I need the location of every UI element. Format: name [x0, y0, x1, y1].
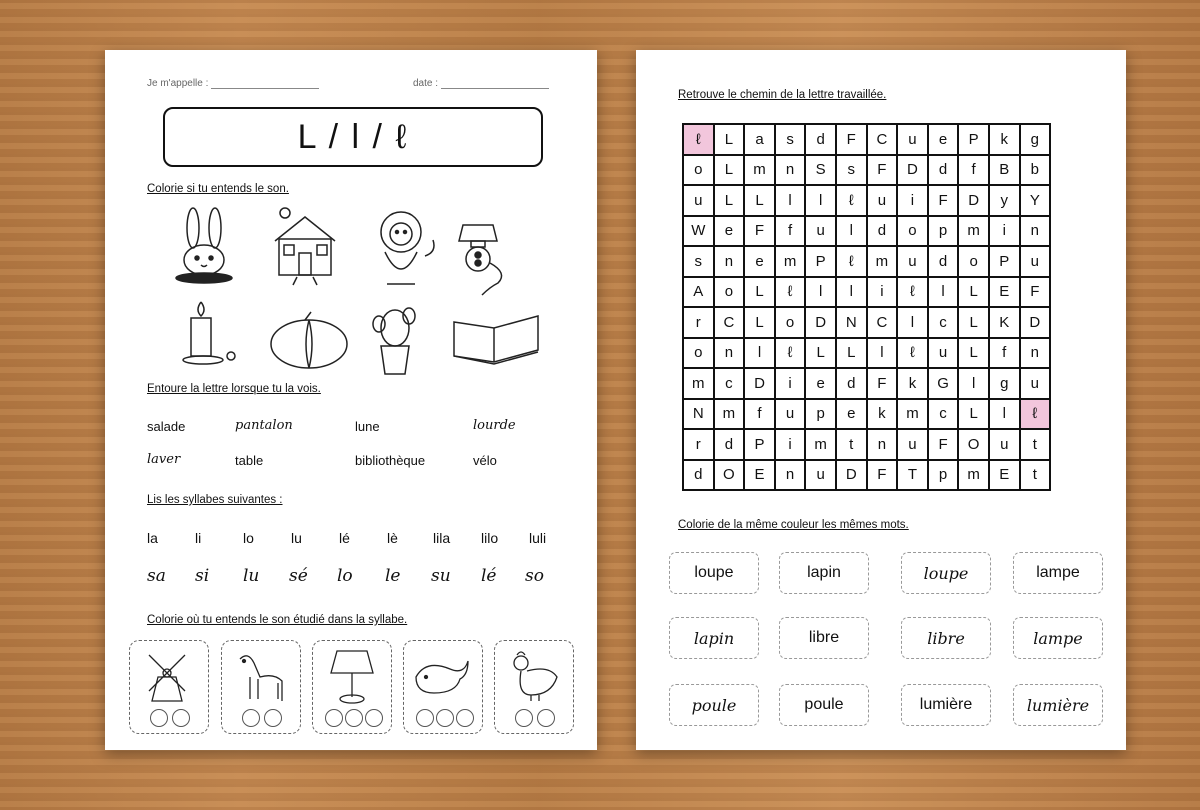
date-label: date :	[413, 78, 439, 89]
syllable-cursive: sé	[289, 566, 308, 586]
grid-cell[interactable]: ℓ	[775, 277, 806, 308]
syllable-print: lila	[433, 530, 451, 546]
grid-cell[interactable]: l	[805, 185, 836, 216]
lamp-icon	[325, 647, 381, 705]
grid-cell[interactable]: d	[683, 460, 714, 491]
grid-cell[interactable]: p	[805, 399, 836, 430]
syllable-cursive: lo	[337, 566, 353, 586]
grid-cell[interactable]: K	[989, 307, 1020, 338]
grid-cell[interactable]: u	[897, 246, 928, 277]
syllable-circle[interactable]	[150, 709, 168, 727]
grid-cell[interactable]: o	[958, 246, 989, 277]
word-bibliotheque: bibliothèque	[355, 453, 426, 468]
grid-cell[interactable]: l	[775, 185, 806, 216]
grid-cell[interactable]: ℓ	[897, 338, 928, 369]
grid-cell[interactable]: F	[867, 155, 898, 186]
grid-cell[interactable]: i	[775, 429, 806, 460]
book-icon	[450, 310, 530, 385]
grid-cell[interactable]: S	[805, 155, 836, 186]
word-table: table	[235, 453, 264, 468]
grid-cell[interactable]: t	[1020, 460, 1051, 491]
whale-icon	[410, 655, 474, 699]
grid-cell[interactable]: s	[836, 155, 867, 186]
grid-cell[interactable]: n	[775, 460, 806, 491]
syllable-picture-card	[403, 640, 483, 734]
grid-cell[interactable]: c	[714, 368, 745, 399]
grid-cell[interactable]: n	[714, 338, 745, 369]
word-pantalon: pantalon	[235, 418, 293, 433]
grid-cell[interactable]: C	[867, 124, 898, 155]
grid-cell[interactable]: B	[989, 155, 1020, 186]
grid-cell[interactable]: d	[867, 216, 898, 247]
rabbit-icon	[165, 208, 245, 283]
grid-cell[interactable]: k	[989, 124, 1020, 155]
grid-cell[interactable]: u	[897, 429, 928, 460]
horse-icon	[232, 649, 290, 703]
grid-cell[interactable]: F	[928, 185, 959, 216]
name-field	[147, 78, 319, 89]
grid-row	[683, 216, 1050, 247]
syllable-circle[interactable]	[416, 709, 434, 727]
section-retrouve-chemin: Retrouve le chemin de la lettre travaillée.	[678, 89, 887, 101]
grid-cell[interactable]: F	[867, 368, 898, 399]
grid-cell[interactable]: L	[836, 338, 867, 369]
section-entoure-lettre: Entoure la lettre lorsque tu la vois.	[147, 383, 321, 395]
grid-cell[interactable]: e	[928, 124, 959, 155]
grid-cell[interactable]: d	[928, 155, 959, 186]
grid-row	[683, 277, 1050, 308]
grid-cell[interactable]: F	[1020, 277, 1051, 308]
syllable-circle[interactable]	[436, 709, 454, 727]
grid-cell[interactable]: T	[897, 460, 928, 491]
grid-cell[interactable]: f	[958, 155, 989, 186]
date-field	[413, 78, 549, 89]
syllable-circle[interactable]	[537, 709, 555, 727]
syllable-print: luli	[529, 530, 547, 546]
grid-cell[interactable]: D	[958, 185, 989, 216]
grid-cell[interactable]: u	[989, 429, 1020, 460]
grid-cell[interactable]: a	[744, 124, 775, 155]
grid-row	[683, 155, 1050, 186]
cactus-icon	[367, 298, 447, 373]
grid-cell[interactable]: l	[836, 216, 867, 247]
grid-cell[interactable]: W	[683, 216, 714, 247]
grid-cell[interactable]: k	[897, 368, 928, 399]
grid-cell[interactable]: P	[989, 246, 1020, 277]
grid-cell[interactable]: l	[867, 338, 898, 369]
grid-cell[interactable]: L	[958, 307, 989, 338]
grid-cell[interactable]: ℓ	[683, 124, 714, 155]
section-colorie-syllabe: Colorie où tu entends le son étudié dans la syllabe.	[147, 614, 408, 626]
grid-row	[683, 307, 1050, 338]
word-box-lumiere-cursive[interactable]: lumière	[1013, 684, 1103, 726]
grid-cell[interactable]: d	[928, 246, 959, 277]
grid-cell[interactable]: L	[958, 338, 989, 369]
grid-cell[interactable]: u	[805, 216, 836, 247]
grid-cell[interactable]: m	[775, 246, 806, 277]
grid-cell[interactable]: O	[958, 429, 989, 460]
grid-cell[interactable]: l	[805, 277, 836, 308]
letter-path-grid	[682, 123, 1051, 491]
grid-cell[interactable]: L	[805, 338, 836, 369]
grid-cell[interactable]: A	[683, 277, 714, 308]
syllable-cursive: sa	[147, 566, 166, 586]
word-velo: vélo	[473, 453, 497, 468]
grid-cell[interactable]: F	[867, 460, 898, 491]
grid-cell[interactable]: d	[836, 368, 867, 399]
grid-cell[interactable]: L	[744, 185, 775, 216]
grid-cell[interactable]: ℓ	[836, 185, 867, 216]
grid-cell[interactable]: s	[683, 246, 714, 277]
grid-cell[interactable]: L	[958, 399, 989, 430]
grid-cell[interactable]: o	[775, 307, 806, 338]
syllable-cursive: so	[525, 566, 544, 586]
right-worksheet-page	[636, 50, 1126, 750]
grid-cell[interactable]: E	[744, 460, 775, 491]
grid-cell[interactable]: F	[744, 216, 775, 247]
word-box-lapin[interactable]: lapin	[779, 552, 869, 594]
word-box-poule-cursive[interactable]: poule	[669, 684, 759, 726]
grid-cell[interactable]: y	[989, 185, 1020, 216]
word-box-libre[interactable]: libre	[779, 617, 869, 659]
left-worksheet-page	[105, 50, 597, 750]
word-box-lumiere[interactable]: lumière	[901, 684, 991, 726]
word-box-poule[interactable]: poule	[779, 684, 869, 726]
grid-cell[interactable]: f	[744, 399, 775, 430]
grid-cell[interactable]: L	[744, 307, 775, 338]
grid-cell[interactable]: e	[744, 246, 775, 277]
syllable-picture-card	[129, 640, 209, 734]
syllable-picture-card	[221, 640, 301, 734]
grid-cell[interactable]: u	[1020, 368, 1051, 399]
grid-cell[interactable]: L	[714, 124, 745, 155]
grid-cell[interactable]: e	[714, 216, 745, 247]
grid-cell[interactable]: ℓ	[775, 338, 806, 369]
grid-cell[interactable]: m	[958, 460, 989, 491]
word-lourde: lourde	[473, 418, 516, 433]
grid-cell[interactable]: E	[989, 277, 1020, 308]
grid-row	[683, 368, 1050, 399]
syllable-cursive: si	[195, 566, 210, 586]
grid-cell[interactable]: s	[775, 124, 806, 155]
grid-cell[interactable]: g	[989, 368, 1020, 399]
grid-row	[683, 246, 1050, 277]
syllable-print: lilo	[481, 530, 499, 546]
grid-cell[interactable]: l	[989, 399, 1020, 430]
syllable-print: li	[195, 530, 202, 546]
grid-cell[interactable]: l	[744, 338, 775, 369]
grid-cell[interactable]: u	[867, 185, 898, 216]
syllable-print: lè	[387, 530, 398, 546]
grid-cell[interactable]: b	[1020, 155, 1051, 186]
word-box-lapin-cursive[interactable]: lapin	[669, 617, 759, 659]
syllable-circle[interactable]	[325, 709, 343, 727]
pumpkin-icon	[269, 312, 349, 387]
syllable-circle[interactable]	[264, 709, 282, 727]
grid-cell[interactable]: e	[836, 399, 867, 430]
grid-row	[683, 399, 1050, 430]
windmill-icon	[140, 647, 198, 703]
grid-cell[interactable]: m	[714, 399, 745, 430]
grid-cell[interactable]: m	[683, 368, 714, 399]
syllable-print: lu	[291, 530, 302, 546]
grid-cell[interactable]: d	[805, 124, 836, 155]
grid-cell[interactable]: F	[928, 429, 959, 460]
syllable-circle[interactable]	[515, 709, 533, 727]
grid-cell[interactable]: d	[714, 429, 745, 460]
syllable-print: la	[147, 530, 158, 546]
lamp-icon	[455, 215, 535, 290]
grid-cell[interactable]: l	[928, 277, 959, 308]
grid-cell[interactable]: c	[928, 307, 959, 338]
grid-row	[683, 338, 1050, 369]
syllable-picture-card	[494, 640, 574, 734]
grid-cell[interactable]: m	[805, 429, 836, 460]
grid-cell[interactable]: L	[714, 155, 745, 186]
syllable-cursive: le	[385, 566, 401, 586]
letter-title-box	[163, 107, 543, 167]
grid-cell[interactable]: Y	[1020, 185, 1051, 216]
grid-cell[interactable]: N	[683, 399, 714, 430]
grid-cell[interactable]: p	[928, 460, 959, 491]
grid-cell[interactable]: G	[928, 368, 959, 399]
grid-cell[interactable]: F	[836, 124, 867, 155]
word-laver: laver	[147, 452, 181, 467]
grid-cell[interactable]: e	[805, 368, 836, 399]
word-box-loupe-cursive[interactable]: loupe	[901, 552, 991, 594]
grid-cell[interactable]: m	[897, 399, 928, 430]
word-salade: salade	[147, 419, 186, 434]
grid-cell[interactable]: o	[714, 277, 745, 308]
hen-icon	[507, 649, 563, 703]
grid-cell[interactable]: P	[805, 246, 836, 277]
name-label: Je m'appelle :	[147, 78, 209, 89]
grid-cell[interactable]: n	[775, 155, 806, 186]
grid-cell[interactable]: ℓ	[836, 246, 867, 277]
grid-cell[interactable]: D	[836, 460, 867, 491]
syllable-circle[interactable]	[365, 709, 383, 727]
grid-cell[interactable]: E	[989, 460, 1020, 491]
grid-cell[interactable]: u	[805, 460, 836, 491]
grid-cell[interactable]: u	[683, 185, 714, 216]
grid-cell[interactable]: L	[714, 185, 745, 216]
syllable-picture-card	[312, 640, 392, 734]
syllable-circle[interactable]	[456, 709, 474, 727]
grid-cell[interactable]: u	[928, 338, 959, 369]
grid-cell[interactable]: D	[744, 368, 775, 399]
syllable-print: lé	[339, 530, 350, 546]
syllable-cursive: lu	[243, 566, 260, 586]
grid-cell[interactable]: f	[989, 338, 1020, 369]
grid-cell[interactable]: L	[958, 277, 989, 308]
grid-row	[683, 460, 1050, 491]
grid-row	[683, 429, 1050, 460]
grid-cell[interactable]: u	[1020, 246, 1051, 277]
grid-cell[interactable]: c	[928, 399, 959, 430]
name-line	[211, 88, 319, 89]
house-icon	[265, 205, 345, 280]
syllable-print: lo	[243, 530, 254, 546]
grid-cell[interactable]: m	[744, 155, 775, 186]
grid-cell[interactable]: l	[958, 368, 989, 399]
word-box-lampe[interactable]: lampe	[1013, 552, 1103, 594]
grid-cell[interactable]: i	[897, 185, 928, 216]
grid-cell[interactable]: ℓ	[897, 277, 928, 308]
word-lune: lune	[355, 419, 380, 434]
syllable-cursive: su	[431, 566, 451, 586]
grid-cell[interactable]: D	[805, 307, 836, 338]
grid-cell[interactable]: g	[1020, 124, 1051, 155]
section-lis-syllabes: Lis les syllabes suivantes :	[147, 494, 283, 506]
grid-cell[interactable]: p	[928, 216, 959, 247]
grid-cell[interactable]: r	[683, 429, 714, 460]
grid-cell[interactable]: l	[836, 277, 867, 308]
grid-cell[interactable]: f	[775, 216, 806, 247]
grid-cell[interactable]: r	[683, 307, 714, 338]
grid-cell[interactable]: C	[867, 307, 898, 338]
grid-cell[interactable]: i	[867, 277, 898, 308]
syllable-circle[interactable]	[172, 709, 190, 727]
grid-cell[interactable]: k	[867, 399, 898, 430]
syllable-circle[interactable]	[242, 709, 260, 727]
section-colorie-son: Colorie si tu entends le son.	[147, 183, 289, 195]
grid-cell[interactable]: o	[683, 338, 714, 369]
lion-icon	[367, 208, 447, 283]
syllable-circle[interactable]	[345, 709, 363, 727]
grid-cell[interactable]: O	[714, 460, 745, 491]
syllable-cursive: lé	[481, 566, 497, 586]
grid-cell[interactable]: n	[867, 429, 898, 460]
grid-cell[interactable]: o	[897, 216, 928, 247]
section-meme-couleur: Colorie de la même couleur les mêmes mots.	[678, 519, 909, 531]
grid-cell[interactable]: D	[1020, 307, 1051, 338]
grid-cell[interactable]: l	[897, 307, 928, 338]
grid-cell[interactable]: P	[744, 429, 775, 460]
grid-cell[interactable]: u	[897, 124, 928, 155]
grid-cell[interactable]: N	[836, 307, 867, 338]
candle-icon	[179, 298, 259, 373]
grid-cell[interactable]: n	[1020, 216, 1051, 247]
grid-cell[interactable]: D	[897, 155, 928, 186]
grid-cell[interactable]: i	[775, 368, 806, 399]
grid-cell[interactable]: n	[1020, 338, 1051, 369]
word-box-libre-cursive[interactable]: libre	[901, 617, 991, 659]
grid-cell[interactable]: L	[744, 277, 775, 308]
grid-cell[interactable]: m	[867, 246, 898, 277]
grid-cell[interactable]: P	[958, 124, 989, 155]
grid-cell[interactable]: u	[775, 399, 806, 430]
letter-title: L / l / ℓ	[297, 117, 409, 156]
grid-cell[interactable]: t	[836, 429, 867, 460]
grid-cell[interactable]: n	[714, 246, 745, 277]
grid-cell[interactable]: i	[989, 216, 1020, 247]
grid-row	[683, 124, 1050, 155]
grid-cell[interactable]: m	[958, 216, 989, 247]
grid-cell[interactable]: ℓ	[1020, 399, 1051, 430]
date-line	[441, 88, 549, 89]
word-box-loupe[interactable]: loupe	[669, 552, 759, 594]
grid-cell[interactable]: o	[683, 155, 714, 186]
word-box-lampe-cursive[interactable]: lampe	[1013, 617, 1103, 659]
grid-cell[interactable]: t	[1020, 429, 1051, 460]
grid-cell[interactable]: C	[714, 307, 745, 338]
grid-row	[683, 185, 1050, 216]
